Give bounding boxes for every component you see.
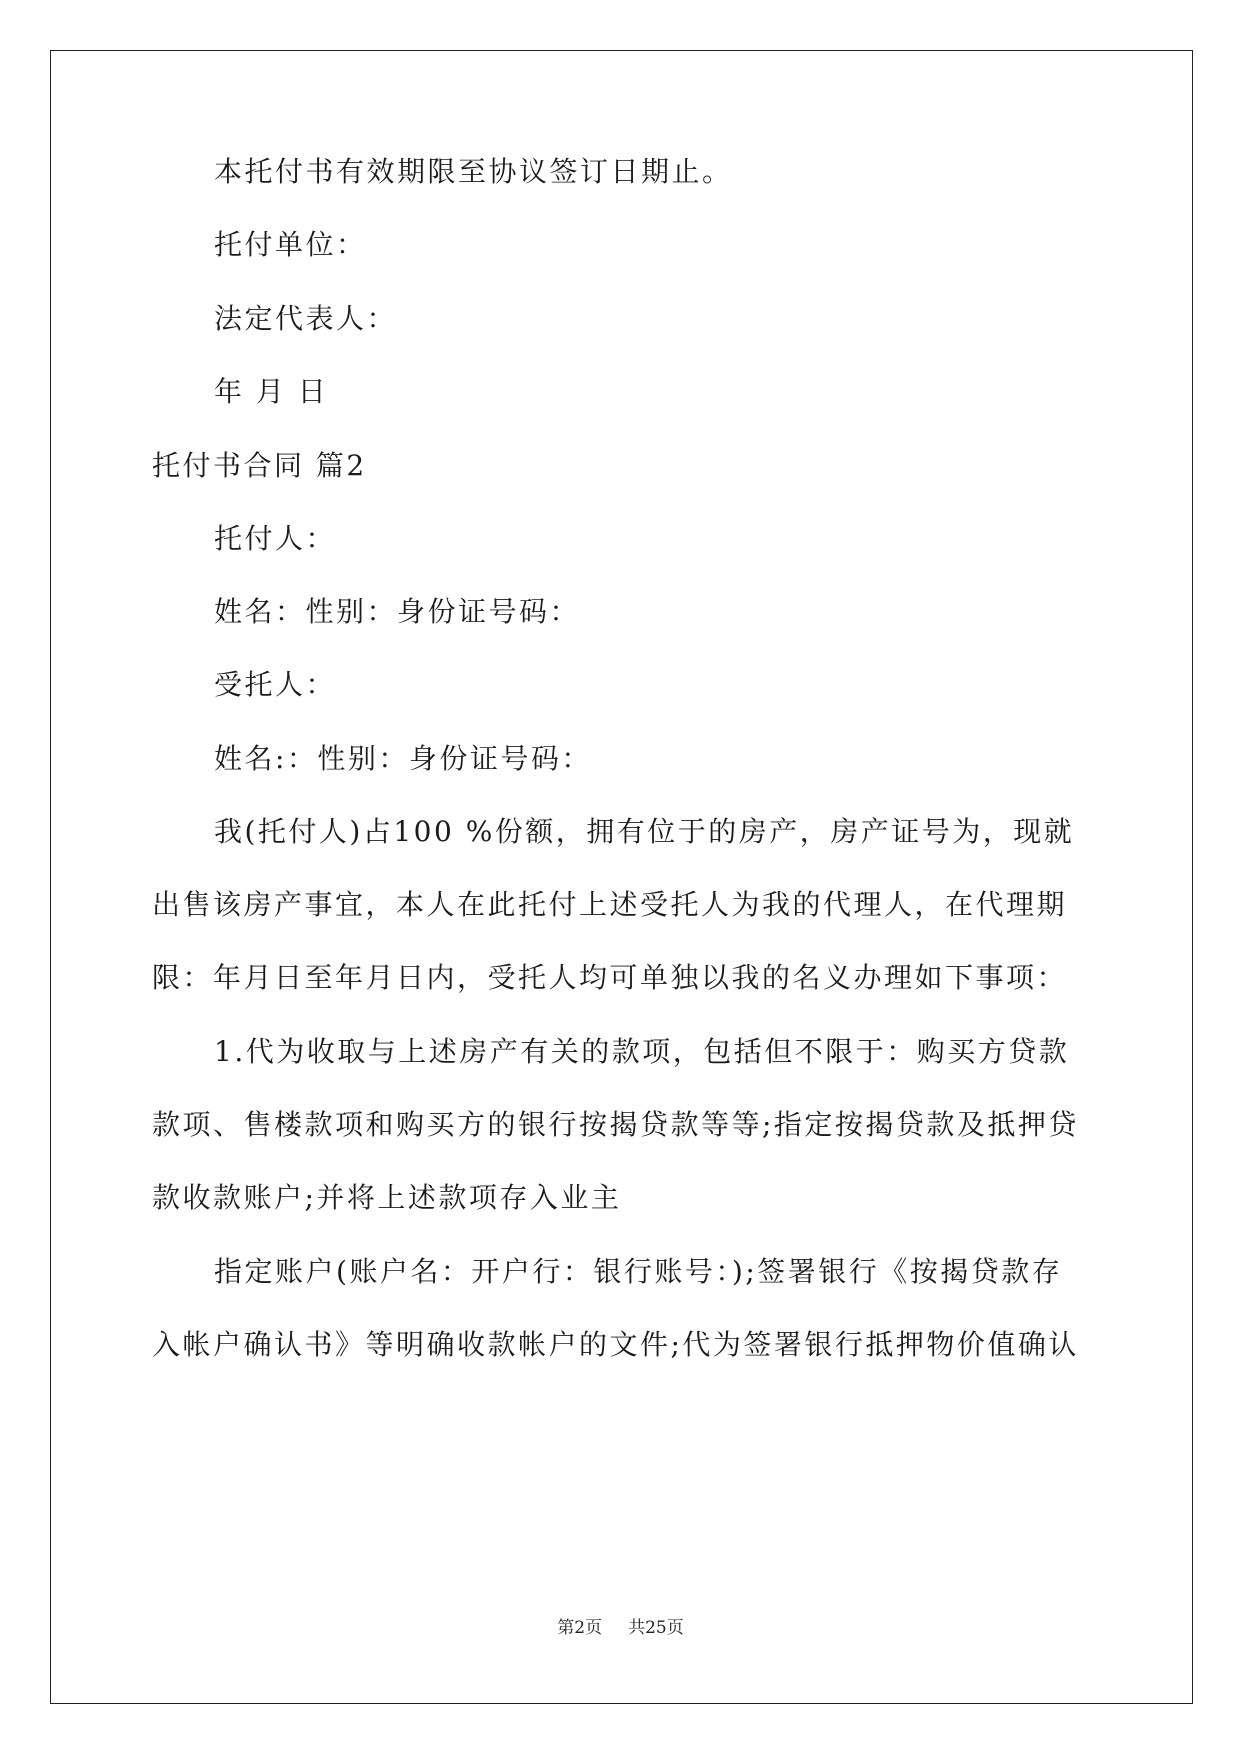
section-heading: 托付书合同 篇2 (152, 449, 367, 482)
principal-label: 托付人： (214, 522, 337, 555)
principal-info: 姓名：性别：身份证号码： (214, 595, 581, 628)
paragraph-line: 我(托付人)占100 %份额，拥有位于的房产，房产证号为，现就 (214, 815, 1075, 848)
paragraph-line: 款项、售楼款项和购买方的银行按揭贷款等等;指定按揭贷款及抵押贷 (152, 1108, 1079, 1141)
paragraph-line: 1.代为收取与上述房产有关的款项，包括但不限于：购买方贷款 (214, 1035, 1070, 1068)
date-field: 年 月 日 (214, 375, 329, 408)
page-footer (0, 1617, 1241, 1639)
entrusting-unit-field: 托付单位： (214, 228, 367, 261)
agent-info: 姓名:：性别：身份证号码： (214, 742, 592, 775)
agent-label: 受托人： (214, 668, 337, 701)
paragraph-line: 款收款账户;并将上述款项存入业主 (152, 1181, 622, 1214)
page-border (50, 50, 1193, 1704)
paragraph-line: 出售该房产事宜，本人在此托付上述受托人为我的代理人，在代理期 (152, 888, 1068, 921)
paragraph-line: 指定账户(账户名：开户行：银行账号：);签署银行《按揭贷款存 (214, 1255, 1063, 1288)
legal-representative-field: 法定代表人： (214, 302, 398, 335)
paragraph-line: 限：年月日至年月日内，受托人均可单独以我的名义办理如下事项： (152, 961, 1068, 994)
page-total: 共25页 (628, 1618, 684, 1638)
page-number: 第2页 (557, 1618, 603, 1638)
paragraph-line: 入帐户确认书》等明确收款帐户的文件;代为签署银行抵押物价值确认 (152, 1328, 1079, 1361)
validity-clause: 本托付书有效期限至协议签订日期止。 (214, 155, 733, 188)
